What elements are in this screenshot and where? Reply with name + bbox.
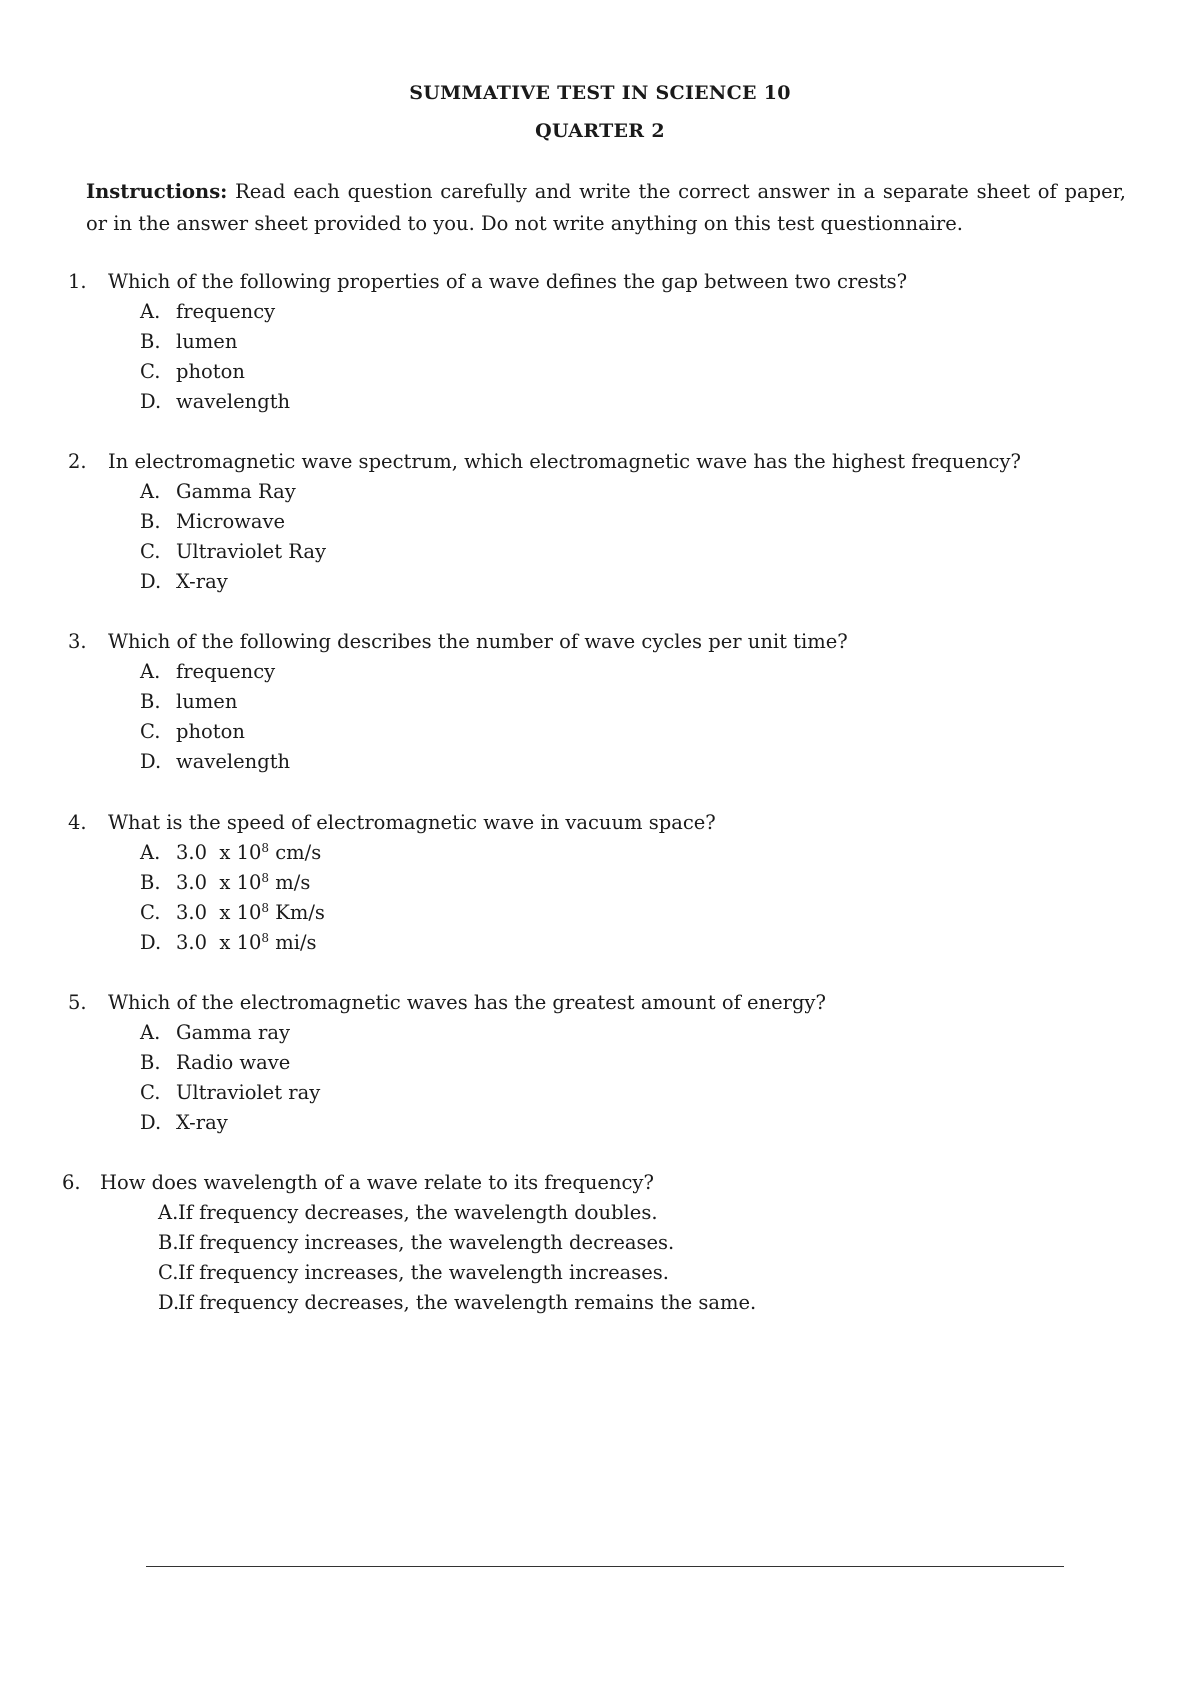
question-number: 2. bbox=[68, 450, 87, 473]
option-letter: C. bbox=[140, 1081, 161, 1104]
option-exponent: 8 bbox=[261, 901, 270, 915]
option-b bbox=[68, 868, 1148, 898]
option-c bbox=[68, 537, 1148, 567]
question-number: 1. bbox=[68, 270, 87, 293]
question-number: 4. bbox=[68, 811, 87, 834]
option-text bbox=[176, 838, 321, 868]
option-text: If frequency decreases, the wavelength doubles. bbox=[178, 1201, 658, 1224]
option-text: Microwave bbox=[176, 510, 286, 533]
question-5 bbox=[68, 988, 1148, 1138]
option-b bbox=[68, 687, 1148, 717]
option-text: lumen bbox=[176, 690, 238, 713]
option-text: X-ray bbox=[176, 570, 228, 593]
option-letter: B. bbox=[140, 871, 161, 894]
option-text: X-ray bbox=[176, 1111, 228, 1134]
option-text bbox=[176, 868, 310, 898]
option-letter: B. bbox=[140, 1051, 161, 1074]
option-b bbox=[68, 327, 1148, 357]
question-text: Which of the following describes the number of wave cycles per unit time? bbox=[108, 630, 848, 653]
option-letter: B. bbox=[158, 1231, 179, 1254]
option-exponent: 8 bbox=[261, 841, 270, 855]
question-number: 5. bbox=[68, 991, 87, 1014]
option-c bbox=[68, 898, 1148, 928]
option-letter: B. bbox=[140, 330, 161, 353]
question-3 bbox=[68, 627, 1148, 777]
option-base: 3.0 x 10 bbox=[176, 841, 262, 864]
option-text: If frequency increases, the wavelength increases. bbox=[178, 1261, 670, 1284]
question-6 bbox=[62, 1168, 1148, 1318]
question-4 bbox=[68, 808, 1148, 958]
option-b bbox=[68, 1048, 1148, 1078]
option-b bbox=[68, 1228, 1148, 1258]
option-letter: D. bbox=[158, 1291, 180, 1314]
option-letter: D. bbox=[140, 1111, 162, 1134]
option-a bbox=[68, 1018, 1148, 1048]
option-text: Gamma ray bbox=[176, 1021, 290, 1044]
option-letter: C. bbox=[140, 360, 161, 383]
option-letter: C. bbox=[140, 540, 161, 563]
option-a bbox=[68, 297, 1148, 327]
instructions bbox=[86, 176, 1126, 240]
option-letter: B. bbox=[140, 690, 161, 713]
option-base: 3.0 x 10 bbox=[176, 901, 262, 924]
question-number: 3. bbox=[68, 630, 87, 653]
option-unit: mi/s bbox=[269, 931, 317, 954]
option-letter: D. bbox=[140, 570, 162, 593]
option-text: Gamma Ray bbox=[176, 480, 296, 503]
option-letter: D. bbox=[140, 931, 162, 954]
option-exponent: 8 bbox=[261, 871, 270, 885]
question-text: Which of the electromagnetic waves has the greatest amount of energy? bbox=[108, 991, 826, 1014]
option-unit: cm/s bbox=[269, 841, 322, 864]
option-text: frequency bbox=[176, 300, 276, 323]
option-text: Radio wave bbox=[176, 1051, 291, 1074]
option-d bbox=[68, 387, 1148, 417]
question-text: What is the speed of electromagnetic wave in vacuum space? bbox=[108, 811, 716, 834]
option-letter: B. bbox=[140, 510, 161, 533]
question-text: Which of the following properties of a wave defines the gap between two crests? bbox=[108, 270, 908, 293]
option-text bbox=[176, 898, 325, 928]
option-text: Ultraviolet ray bbox=[176, 1081, 321, 1104]
option-exponent: 8 bbox=[261, 931, 270, 945]
page-subtitle: QUARTER 2 bbox=[535, 120, 665, 142]
instructions-text: Read each question carefully and write the correct answer in a separate sheet of paper, or in the answer sheet provided to you. Do not write anything on this test questionnaire. bbox=[86, 180, 1126, 235]
option-unit: m/s bbox=[269, 871, 311, 894]
option-a bbox=[68, 657, 1148, 687]
option-text: wavelength bbox=[176, 750, 291, 773]
option-letter: C. bbox=[140, 901, 161, 924]
option-text: photon bbox=[176, 360, 245, 383]
option-d bbox=[68, 747, 1148, 777]
instructions-label: Instructions: bbox=[86, 180, 228, 203]
option-letter: A. bbox=[140, 300, 161, 323]
question-number: 6. bbox=[62, 1171, 81, 1194]
option-base: 3.0 x 10 bbox=[176, 871, 262, 894]
option-text: If frequency increases, the wavelength decreases. bbox=[178, 1231, 675, 1254]
option-d bbox=[68, 1288, 1148, 1318]
option-c bbox=[68, 717, 1148, 747]
option-letter: A. bbox=[140, 480, 161, 503]
option-a bbox=[68, 1198, 1148, 1228]
option-letter: C. bbox=[158, 1261, 179, 1284]
option-a bbox=[68, 838, 1148, 868]
option-b bbox=[68, 507, 1148, 537]
option-letter: A. bbox=[158, 1201, 179, 1224]
footer-divider bbox=[146, 1566, 1064, 1567]
question-2 bbox=[68, 447, 1148, 597]
option-text: frequency bbox=[176, 660, 276, 683]
question-text: How does wavelength of a wave relate to its frequency? bbox=[100, 1171, 654, 1194]
option-a bbox=[68, 477, 1148, 507]
question-text: In electromagnetic wave spectrum, which electromagnetic wave has the highest frequency? bbox=[108, 450, 1021, 473]
option-c bbox=[68, 1078, 1148, 1108]
page-title: SUMMATIVE TEST IN SCIENCE 10 bbox=[409, 82, 791, 104]
option-text: wavelength bbox=[176, 390, 291, 413]
question-1 bbox=[68, 267, 1148, 417]
option-base: 3.0 x 10 bbox=[176, 931, 262, 954]
option-text bbox=[176, 928, 317, 958]
option-c bbox=[68, 1258, 1148, 1288]
option-letter: D. bbox=[140, 750, 162, 773]
option-text: lumen bbox=[176, 330, 238, 353]
option-c bbox=[68, 357, 1148, 387]
option-text: Ultraviolet Ray bbox=[176, 540, 327, 563]
option-d bbox=[68, 567, 1148, 597]
option-letter: C. bbox=[140, 720, 161, 743]
option-text: If frequency decreases, the wavelength remains the same. bbox=[178, 1291, 757, 1314]
option-letter: A. bbox=[140, 1021, 161, 1044]
option-unit: Km/s bbox=[269, 901, 325, 924]
option-letter: A. bbox=[140, 841, 161, 864]
option-letter: A. bbox=[140, 660, 161, 683]
option-d bbox=[68, 928, 1148, 958]
option-d bbox=[68, 1108, 1148, 1138]
option-text: photon bbox=[176, 720, 245, 743]
option-letter: D. bbox=[140, 390, 162, 413]
